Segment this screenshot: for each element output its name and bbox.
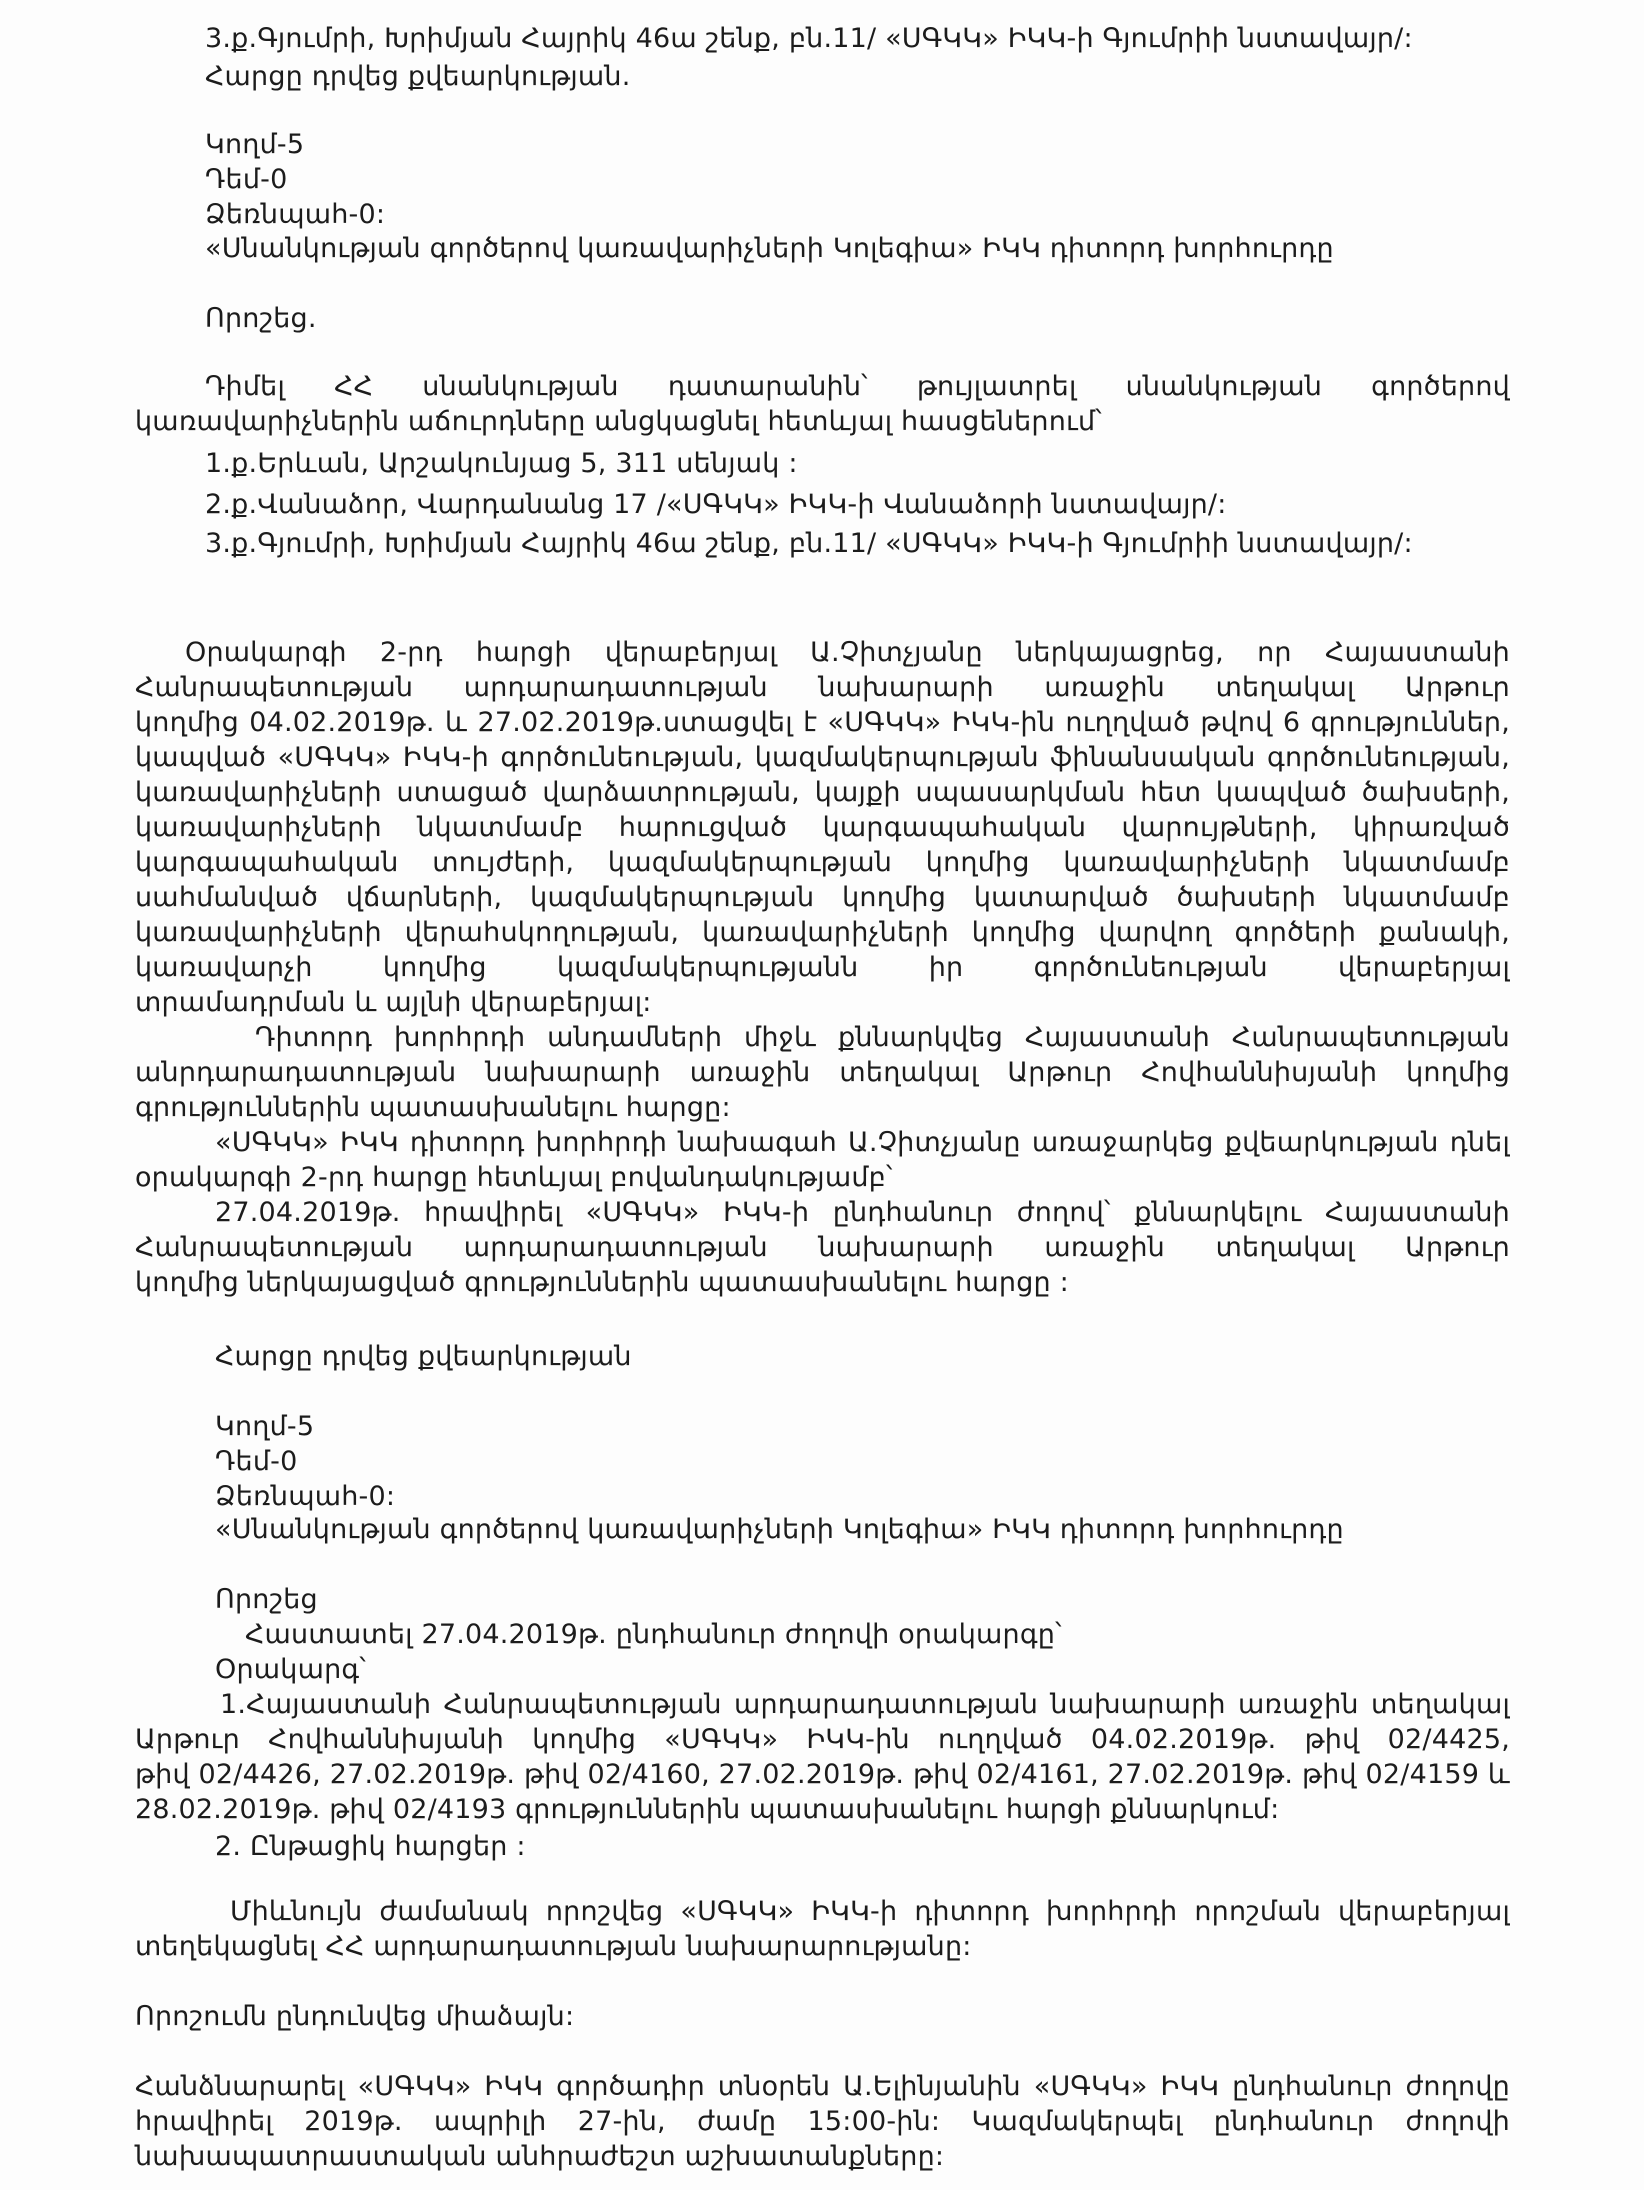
convene-line-2: Հանրապետության արդարադատության նախարարի առաջին տեղակալ Արթուր xyxy=(135,1232,1510,1263)
agenda2-line-1: Օրակարգի 2-րդ հարցի վերաբերյալ Ա.Չիտչյանը ներկայացրեց, որ Հայաստանի xyxy=(185,637,1510,668)
agenda-item-1-line-2: Արթուր Հովհաննիսյանի կողմից «ՍԳԿԿ» ԻԿԿ-ին ուղղված 04.02.2019թ. թիվ 02/4425, xyxy=(135,1724,1510,1755)
notify-line-2: տեղեկացնել ՀՀ արդարադատության նախարարությանը: xyxy=(135,1931,972,1962)
vote2-for: Կողմ-5 xyxy=(215,1411,315,1442)
board-name: «Սնանկության գործերով կառավարիչների Կոլեգիա» ԻԿԿ դիտորդ խորհուրդը xyxy=(205,233,1334,264)
notify-line-1: Միևնույն ժամանակ որոշվեց «ՍԳԿԿ» ԻԿԿ-ի դիտորդ խորհրդի որոշման վերաբերյալ xyxy=(230,1896,1510,1927)
vote2-board-name: «Սնանկության գործերով կառավարիչների Կոլեգիա» ԻԿԿ դիտորդ խորհուրդը xyxy=(215,1514,1344,1545)
address-line-3-top: 3.ք.Գյումրի, Խրիմյան Հայրիկ 46ա շենք, բն.11/ «ՍԳԿԿ» ԻԿԿ-ի Գյումրիի նստավայր/: xyxy=(205,23,1413,54)
convene-line-3: կողմից ներկայացված գրություններին պատասխանելու հարցը : xyxy=(135,1267,1069,1298)
agenda2-line-7: կարգապահական տույժերի, կազմակերպության կողմից կառավարիչների նկատմամբ xyxy=(135,847,1510,878)
vote-for: Կողմ-5 xyxy=(205,129,305,160)
agenda2-line-4: կապված «ՍԳԿԿ» ԻԿԿ-ի գործունեության, կազմակերպության ֆինանսական գործունեության, xyxy=(135,742,1510,773)
instruction-line-1: Հանձնարարել «ՍԳԿԿ» ԻԿԿ գործադիր տնօրեն Ա.Ելինյանին «ՍԳԿԿ» ԻԿԿ ընդհանուր ժողովը xyxy=(135,2071,1510,2102)
agenda-item-1-line-1: 1.Հայաստանի Հանրապետության արդարադատության նախարարի առաջին տեղակալ xyxy=(220,1689,1510,1720)
discussion-line-2: անրդարադատության նախարարի առաջին տեղակալ Արթուր Հովհաննիսյանի կողմից xyxy=(135,1057,1510,1088)
convene-line-1: 27.04.2019թ. հրավիրել «ՍԳԿԿ» ԻԿԿ-ի ընդհանուր ժողով՝ քննարկելու Հայաստանի xyxy=(215,1197,1510,1228)
proposal-line-2: օրակարգի 2-րդ հարցը հետևյալ բովանդակությամբ՝ xyxy=(135,1162,893,1193)
agenda-item-1-line-4: 28.02.2019թ. թիվ 02/4193 գրություններին պատասխանելու հարցի քննարկում: xyxy=(135,1794,1280,1825)
agenda-item-2: 2. Ընթացիկ հարցեր : xyxy=(215,1831,526,1862)
agenda2-line-5: կառավարիչների ստացած վարձատրության, կայքի սպասարկման հետ կապված ծախսերի, xyxy=(135,777,1510,808)
vote-against: Դեմ-0 xyxy=(205,164,288,195)
instruction-line-2: հրավիրել 2019թ. ապրիլի 27-ին, ժամը 15:00-ին: Կազմակերպել ընդհանուր ժողովի xyxy=(135,2106,1510,2137)
unanimous-heading: Որոշումն ընդունվեց միաձայն: xyxy=(135,2001,575,2032)
agenda2-line-6: կառավարիչների նկատմամբ հարուցված կարգապահական վարույթների, կիրառված xyxy=(135,812,1510,843)
auction-address-2: 2.ք.Վանաձոր, Վարդանանց 17 /«ՍԳԿԿ» ԻԿԿ-ի Վանաձորի նստավայր/: xyxy=(205,489,1227,520)
vote2-abstain: Ձեռնպահ-0: xyxy=(215,1481,396,1512)
instruction-line-3: նախապատրաստական անհրաժեշտ աշխատանքները: xyxy=(135,2141,945,2172)
agenda-label: Օրակարգ՝ xyxy=(215,1654,366,1685)
approve-agenda-line: Հաստատել 27.04.2019թ. ընդհանուր ժողովի օրակարգը՝ xyxy=(245,1619,1062,1650)
agenda2-line-11: տրամադրման և այլնի վերաբերյալ: xyxy=(135,987,652,1018)
agenda2-line-9: կառավարիչների վերահսկողության, կառավարիչների կողմից վարվող գործերի քանակի, xyxy=(135,917,1510,948)
decision-text-line-2: կառավարիչներին աճուրդները անցկացնել հետևյալ հասցեներում՝ xyxy=(135,406,1102,437)
decision-text-line-1: Դիմել ՀՀ սնանկության դատարանին՝ թույլատրել սնանկության գործերով xyxy=(205,371,1510,402)
vote2-put-line: Հարցը դրվեց քվեարկության xyxy=(215,1341,632,1372)
decision-heading: Որոշեց. xyxy=(205,303,317,334)
agenda2-line-3: կողմից 04.02.2019թ. և 27.02.2019թ.ստացվել է «ՍԳԿԿ» ԻԿԿ-ին ուղղված թվով 6 գրություններ, xyxy=(135,707,1510,738)
vote2-against: Դեմ-0 xyxy=(215,1446,298,1477)
proposal-line-1: «ՍԳԿԿ» ԻԿԿ դիտորդ խորհրդի նախագահ Ա.Չիտչյանը առաջարկեց քվեարկության դնել xyxy=(215,1127,1510,1158)
vote-abstain: Ձեռնպահ-0: xyxy=(205,199,386,230)
agenda2-line-8: սահմանված վճարների, կազմակերպության կողմից կատարված ծախսերի նկատմամբ xyxy=(135,882,1510,913)
agenda-item-1-line-3: թիվ 02/4426, 27.02.2019թ. թիվ 02/4160, 27.02.2019թ. թիվ 02/4161, 27.02.2019թ. թիվ 02/4159 և xyxy=(135,1759,1510,1790)
auction-address-3: 3.ք.Գյումրի, Խրիմյան Հայրիկ 46ա շենք, բն.11/ «ՍԳԿԿ» ԻԿԿ-ի Գյումրիի նստավայր/: xyxy=(205,528,1413,559)
agenda2-line-10: կառավարչի կողմից կազմակերպությանն իր գործունեության վերաբերյալ xyxy=(135,952,1510,983)
agenda2-line-2: Հանրապետության արդարադատության նախարարի առաջին տեղակալ Արթուր xyxy=(135,672,1510,703)
discussion-line-3: գրություններին պատասխանելու հարցը: xyxy=(135,1092,731,1123)
vote-put-line: Հարցը դրվեց քվեարկության. xyxy=(205,61,631,92)
decision2-heading: Որոշեց xyxy=(215,1584,318,1615)
discussion-line-1: Դիտորդ խորհրդի անդամների միջև քննարկվեց Հայաստանի Հանրապետության xyxy=(255,1022,1510,1053)
auction-address-1: 1.ք.Երևան, Արշակունյաց 5, 311 սենյակ : xyxy=(205,448,798,479)
